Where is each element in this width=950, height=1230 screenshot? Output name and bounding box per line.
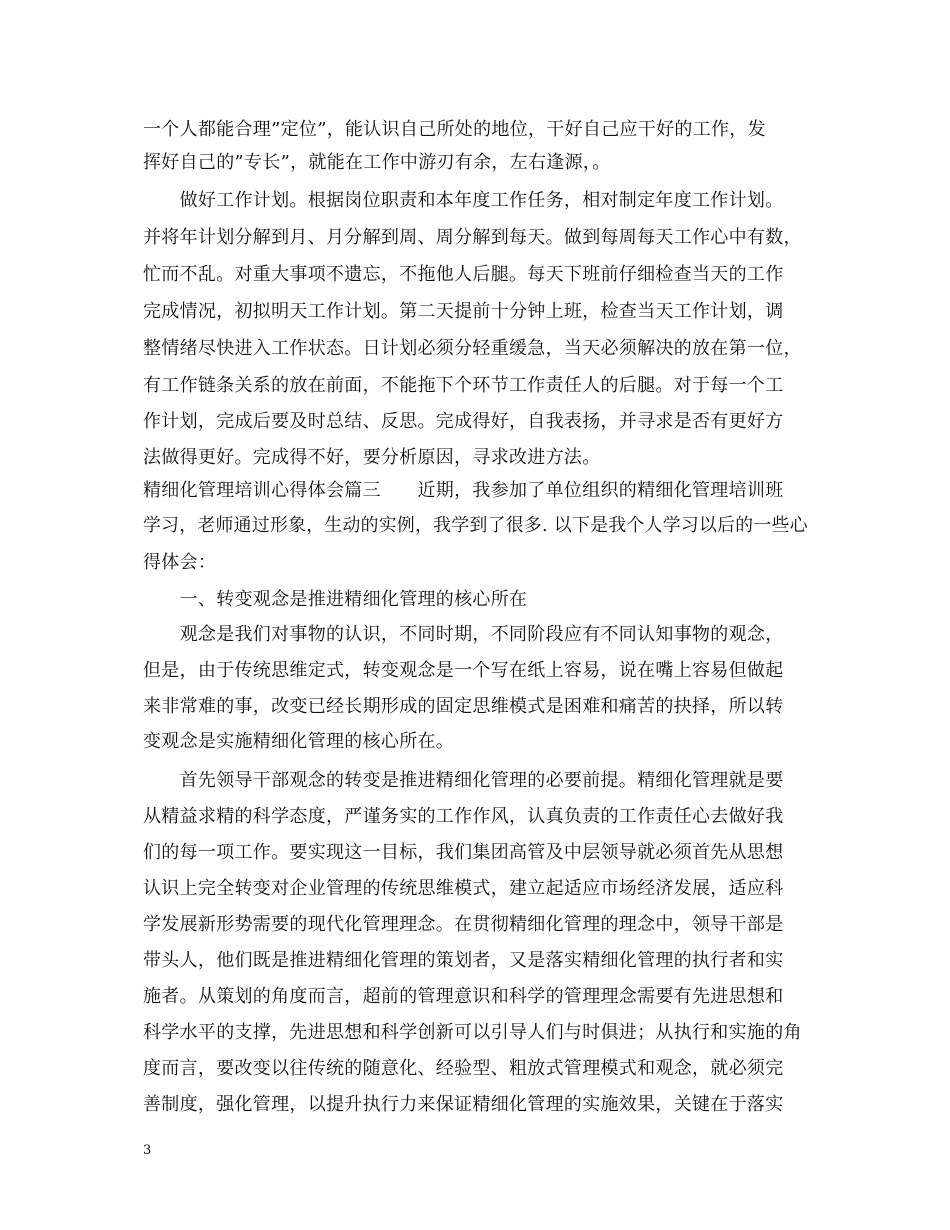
- text-line: 做好工作计划。根据岗位职责和本年度工作任务，相对制定年度工作计划。: [143, 190, 784, 211]
- text-line: 完成情况，初拟明天工作计划。第二天提前十分钟上班，检查当天工作计划，调: [143, 301, 784, 322]
- page-number: 3: [143, 1143, 152, 1158]
- text-line: 首先领导干部观念的转变是推进精细化管理的必要前提。精细化管理就是要: [143, 770, 784, 791]
- text-line: 但是，由于传统思维定式，转变观念是一个写在纸上容易，说在嘴上容易但做起: [143, 660, 784, 681]
- section-heading-line: 精细化管理培训心得体会篇三 近期，我参加了单位组织的精细化管理培训班: [143, 480, 784, 501]
- subheading-line: 一、转变观念是推进精细化管理的核心所在: [143, 589, 528, 610]
- text-line: 善制度，强化管理，以提升执行力来保证精细化管理的实施效果，关键在于落实: [143, 1094, 784, 1115]
- text-line: 从精益求精的科学态度，严谨务实的工作作风，认真负责的工作责任心去做好我: [143, 806, 784, 827]
- text-line: 带头人，他们既是推进精细化管理的策划者，又是落实精细化管理的执行者和实: [143, 950, 784, 971]
- text-line: 一个人都能合理”定位”，能认识自己所处的地位，干好自己应干好的工作，发: [143, 119, 766, 140]
- text-line: 挥好自己的”专长”，就能在工作中游刃有余，左右逢源，。: [143, 152, 611, 173]
- text-line: 法做得更好。完成得不好，要分析原因，寻求改进方法。: [143, 447, 601, 468]
- text-line: 认识上完全转变对企业管理的传统思维模式，建立起适应市场经济发展，适应科: [143, 878, 784, 899]
- text-line: 得体会：: [143, 552, 217, 573]
- text-line: 变观念是实施精细化管理的核心所在。: [143, 731, 455, 752]
- text-line: 施者。从策划的角度而言，超前的管理意识和科学的管理理念需要有先进思想和: [143, 986, 784, 1007]
- text-line: 学习，老师通过形象，生动的实例，我学到了很多. 以下是我个人学习以后的一些心: [143, 515, 808, 536]
- text-line: 忙而不乱。对重大事项不遗忘，不拖他人后腿。每天下班前仔细检查当天的工作: [143, 264, 784, 285]
- text-line: 作计划，完成后要及时总结、反思。完成得好，自我表扬，并寻求是否有更好方: [143, 411, 784, 432]
- text-line: 科学水平的支撑，先进思想和科学创新可以引导人们与时俱进；从执行和实施的角: [143, 1022, 802, 1043]
- text-line: 度而言，要改变以往传统的随意化、经验型、粗放式管理模式和观念，就必须完: [143, 1058, 784, 1079]
- text-line: 整情绪尽快进入工作状态。日计划必须分轻重缓急，当天必须解决的放在第一位，: [143, 338, 802, 359]
- text-line: 并将年计划分解到月、月分解到周、周分解到每天。做到每周每天工作心中有数，: [143, 227, 802, 248]
- text-line: 学发展新形势需要的现代化管理理念。在贯彻精细化管理的理念中，领导干部是: [143, 914, 784, 935]
- text-line: 观念是我们对事物的认识，不同时期，不同阶段应有不同认知事物的观念，: [143, 624, 784, 645]
- text-line: 有工作链条关系的放在前面，不能拖下个环节工作责任人的后腿。对于每一个工: [143, 375, 784, 396]
- text-line: 来非常难的事，改变已经长期形成的固定思维模式是困难和痛苦的抉择，所以转: [143, 696, 784, 717]
- text-line: 们的每一项工作。要实现这一目标，我们集团高管及中层领导就必须首先从思想: [143, 842, 784, 863]
